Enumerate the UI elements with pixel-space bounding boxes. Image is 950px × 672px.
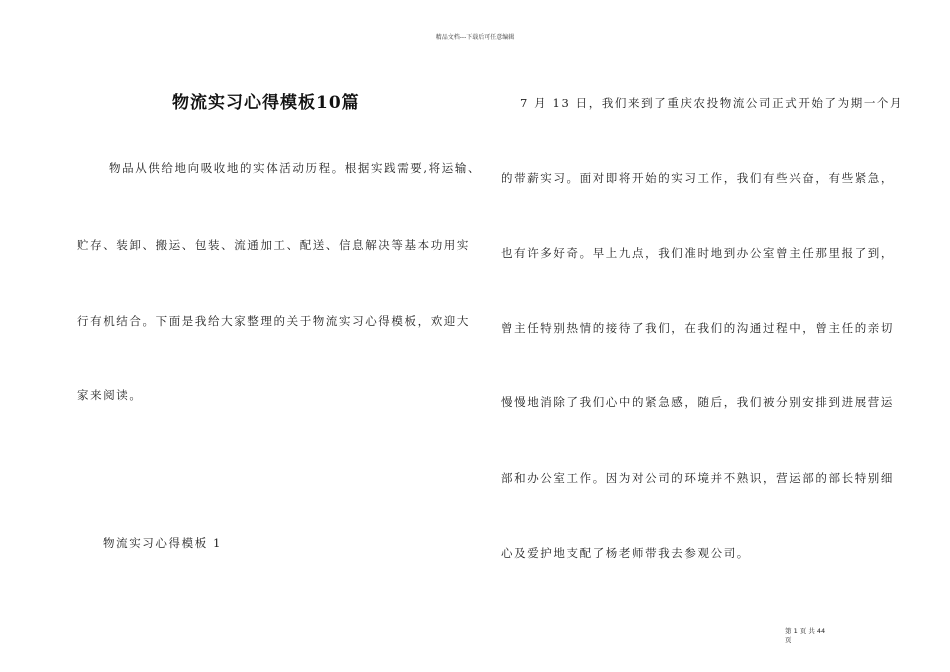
left-paragraph-line-3: 行有机结合。下面是我给大家整理的关于物流实习心得模板，欢迎大 bbox=[77, 314, 470, 328]
right-paragraph-line-1: 7 月 13 日，我们来到了重庆农投物流公司正式开始了为期一个月 bbox=[520, 96, 904, 110]
document-title: 物流实习心得模板10篇 bbox=[172, 93, 360, 113]
section-heading: 物流实习心得模板 1 bbox=[103, 536, 222, 550]
right-paragraph-line-4: 曾主任特别热情的接待了我们，在我们的沟通过程中，曾主任的亲切 bbox=[501, 321, 894, 335]
left-paragraph-line-1: 物品从供给地向吸收地的实体活动历程。根据实践需要,将运输、 bbox=[109, 161, 482, 175]
page-number-line-2: 页 bbox=[785, 636, 792, 644]
right-paragraph-line-7: 心及爱护地支配了杨老师带我去参观公司。 bbox=[501, 546, 750, 560]
right-paragraph-line-3: 也有许多好奇。早上九点，我们准时地到办公室曾主任那里报了到， bbox=[501, 246, 894, 260]
right-paragraph-line-6: 部和办公室工作。因为对公司的环境并不熟识，营运部的部长特别细 bbox=[501, 471, 894, 485]
right-paragraph-line-5: 慢慢地消除了我们心中的紧急感，随后，我们被分别安排到进展营运 bbox=[501, 395, 894, 409]
left-paragraph-line-2: 贮存、装卸、搬运、包装、流通加工、配送、信息解决等基本功用实 bbox=[77, 238, 470, 252]
right-paragraph-line-2: 的带薪实习。面对即将开始的实习工作，我们有些兴奋，有些紧急， bbox=[501, 171, 894, 185]
left-paragraph-line-4: 家来阅读。 bbox=[77, 388, 143, 402]
page-number-line-1: 第 1 页 共 44 bbox=[785, 627, 826, 635]
header-note: 精品文档---下载后可任意编辑 bbox=[435, 34, 515, 41]
page-number bbox=[785, 627, 845, 645]
